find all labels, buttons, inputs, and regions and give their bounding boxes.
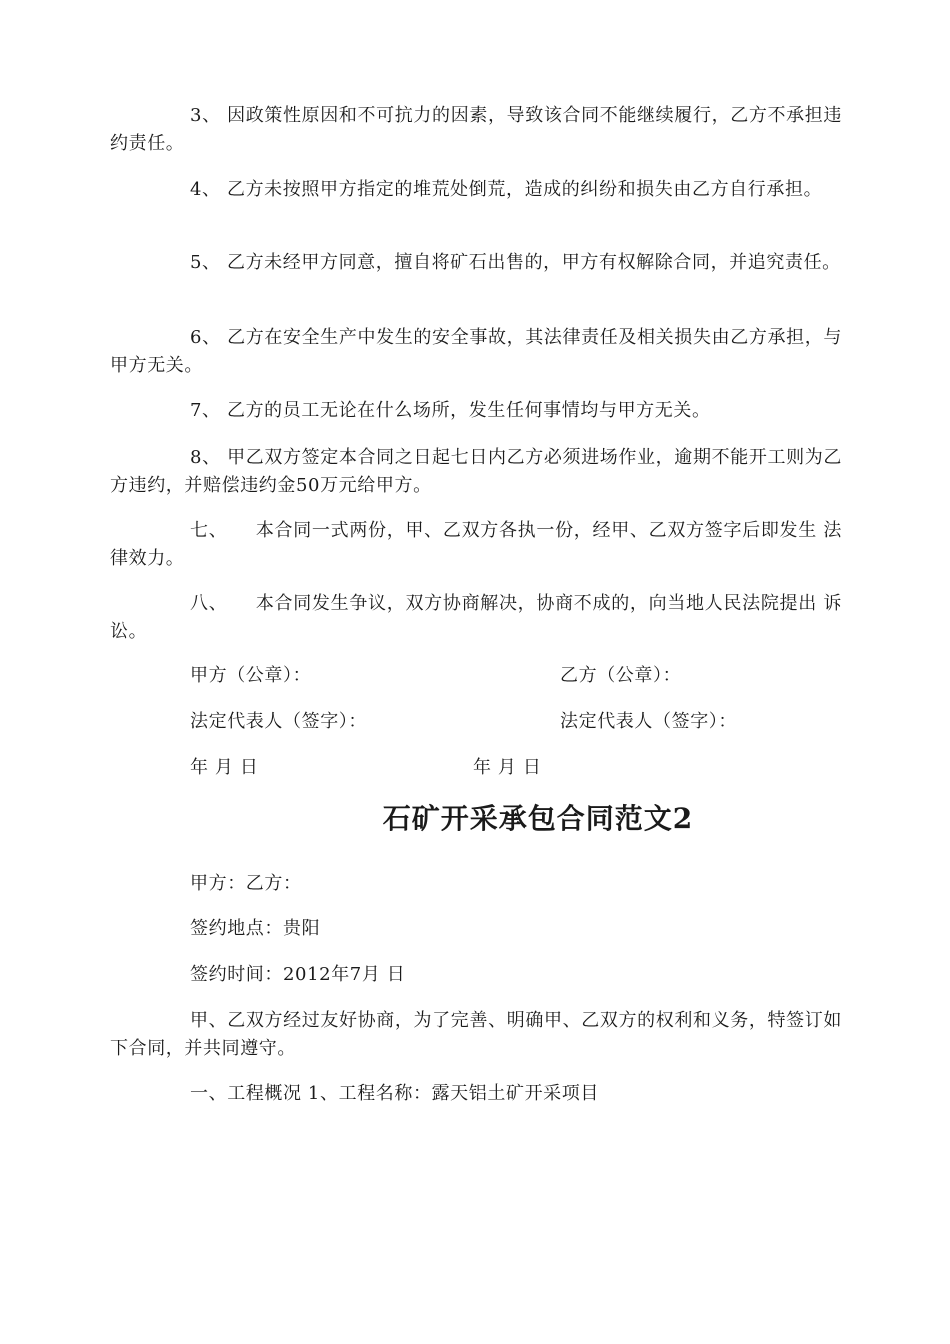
clause-8: 8、 甲乙双方签定本合同之日起七日内乙方必须进场作业，逾期不能开工则为乙方违约，并赔偿违约金50万元给甲方。 [110,447,842,496]
project-overview: 一、工程概况 1、工程名称：露天铝土矿开采项目 [190,1083,599,1104]
clause-3: 3、 因政策性原因和不可抗力的因素，导致该合同不能继续履行，乙方不承担违约责任。 [110,105,842,154]
intro-paragraph: 甲、乙双方经过友好协商，为了完善、明确甲、乙双方的权利和义务，特签订如下合同，并共同遵守。 [110,1010,842,1059]
party-a-date: 年 月 日 [190,757,259,778]
party-a-representative: 法定代表人（签字）： [190,711,367,732]
article-8: 八、 本合同发生争议，双方协商解决，协商不成的，向当地人民法院提出 诉讼。 [110,593,842,642]
contract-title: 石矿开采承包合同范文2 [382,802,694,835]
article-7: 七、 本合同一式两份，甲、乙双方各执一份，经甲、乙双方签字后即发生 法律效力。 [110,520,842,569]
clause-4: 4、 乙方未按照甲方指定的堆荒处倒荒，造成的纠纷和损失由乙方自行承担。 [190,179,823,200]
party-b-date: 年 月 日 [473,757,542,778]
party-a-seal: 甲方（公章）： [190,665,312,686]
clause-7: 7、 乙方的员工无论在什么场所，发生任何事情均与甲方无关。 [190,400,711,421]
party-b-representative: 法定代表人（签字）： [560,711,737,732]
signing-time: 签约时间：2012年7月 日 [190,964,406,985]
signing-place: 签约地点：贵阳 [190,918,321,939]
clause-5: 5、 乙方未经甲方同意，擅自将矿石出售的，甲方有权解除合同，并追究责任。 [190,252,841,273]
parties-line: 甲方：乙方： [190,873,302,894]
clause-6: 6、 乙方在安全生产中发生的安全事故，其法律责任及相关损失由乙方承担，与甲方无关。 [110,327,842,376]
party-b-seal: 乙方（公章）： [560,665,682,686]
